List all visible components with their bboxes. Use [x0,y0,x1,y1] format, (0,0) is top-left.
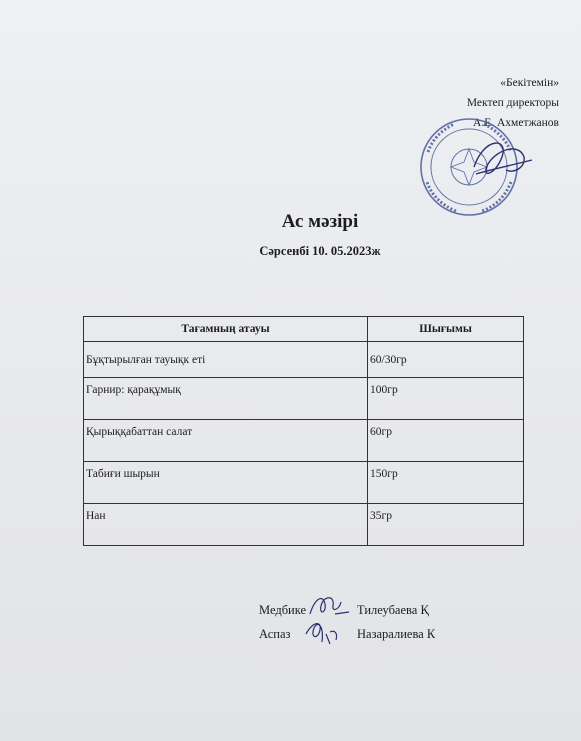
table-row [84,342,524,378]
cook-name: Назаралиева К [357,627,436,641]
dish-portion: 150гр [368,462,524,504]
dish-name: Табиғи шырын [84,462,368,504]
page-title: Ас мәзірі [281,211,359,232]
table-row [84,420,524,462]
approval-director-name: А.Е. Ахметжанов [473,117,559,129]
dish-portion: 60/30гр [368,342,524,378]
table-row [84,462,524,504]
dish-portion: 60гр [368,420,524,462]
approval-position: Мектеп директоры [466,97,559,109]
medic-name: Тилеубаева Қ [357,603,429,617]
dish-name: Бұқтырылған тауықк еті [84,342,368,378]
menu-date: Сәрсенбі 10. 05.2023ж [259,244,381,258]
table-row [84,378,524,420]
cook-role: Аспаз [259,627,291,641]
table-header-row [84,317,524,342]
column-header-dish: Тағамның атауы [84,317,368,342]
dish-name: Гарнир: қарақұмық [84,378,368,420]
menu-table [83,316,524,546]
dish-name: Қырыққабаттан салат [84,420,368,462]
table-row [84,504,524,546]
dish-portion: 100гр [368,378,524,420]
column-header-portion: Шығымы [368,317,524,342]
approval-label: «Бекітемін» [500,77,559,89]
dish-name: Нан [84,504,368,546]
medic-role: Медбике [259,603,307,617]
official-seal-icon [414,112,534,222]
dish-portion: 35гр [368,504,524,546]
cook-signature-icon [300,614,346,648]
